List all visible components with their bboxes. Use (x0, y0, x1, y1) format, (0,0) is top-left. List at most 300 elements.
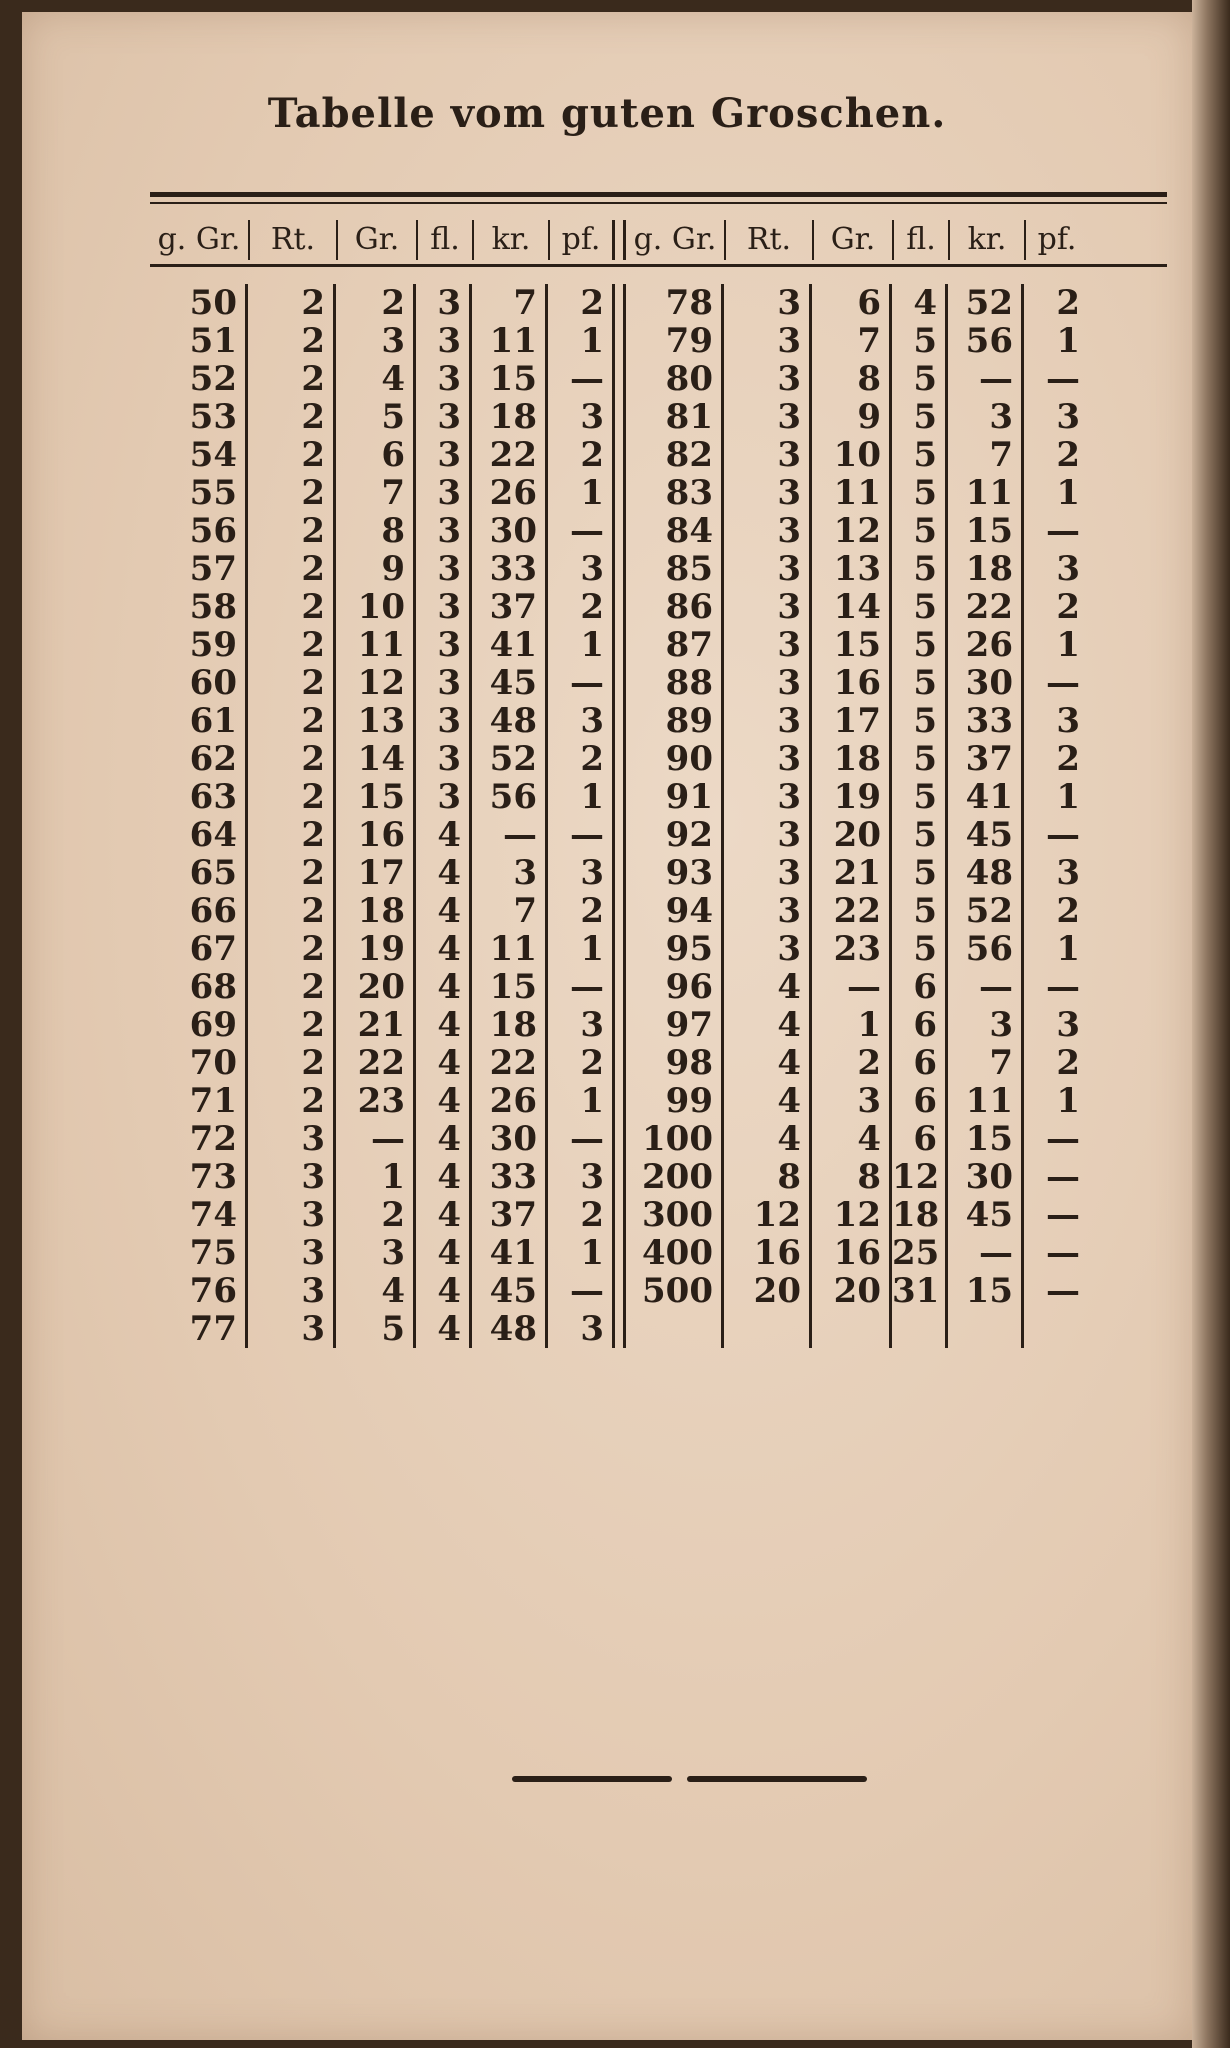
cell-gute-groschen: 4 (381, 359, 405, 399)
cell-groschen: 65 (189, 853, 237, 893)
cell-pfennig: 1 (1056, 473, 1080, 513)
cell-pfennig: 3 (580, 701, 604, 741)
cell-groschen: 86 (665, 587, 713, 627)
cell-gute-groschen: 11 (357, 625, 405, 665)
cell-kreuzer: 41 (965, 777, 1013, 817)
cell-pfennig: 1 (1056, 1081, 1080, 1121)
cell-reichstaler: 2 (301, 929, 325, 969)
cell-reichstaler: 2 (301, 701, 325, 741)
cell-gute-groschen: 10 (357, 587, 405, 627)
cell-reichstaler: 20 (753, 1271, 801, 1311)
cell-groschen: 72 (189, 1119, 237, 1159)
cell-gulden: 3 (437, 283, 461, 323)
table-header (150, 220, 1088, 260)
cell-groschen: 80 (665, 359, 713, 399)
cell-pfennig: — (1046, 1195, 1080, 1235)
cell-gute-groschen: 7 (857, 321, 881, 361)
cell-gute-groschen: 1 (381, 1157, 405, 1197)
cell-pfennig: 1 (1056, 625, 1080, 665)
cell-groschen: 82 (665, 435, 713, 475)
cell-gulden: 4 (437, 929, 461, 969)
cell-gulden: 3 (437, 549, 461, 589)
cell-gulden: 4 (437, 1233, 461, 1273)
cell-gute-groschen: — (847, 967, 881, 1007)
cell-reichstaler: 2 (301, 739, 325, 779)
cell-pfennig: 3 (580, 1309, 604, 1349)
cell-gute-groschen: 18 (357, 891, 405, 931)
cell-kreuzer: 15 (489, 967, 537, 1007)
cell-gute-groschen: 8 (381, 511, 405, 551)
cell-gute-groschen: 15 (357, 777, 405, 817)
cell-pfennig: — (1046, 1119, 1080, 1159)
cell-groschen: 81 (665, 397, 713, 437)
cell-gute-groschen: 21 (833, 853, 881, 893)
cell-gulden: 4 (437, 1271, 461, 1311)
cell-reichstaler: 2 (301, 549, 325, 589)
column-pfennig-left (548, 284, 612, 1348)
header-kreuzer-right: kr. (948, 220, 1024, 260)
cell-kreuzer: 56 (965, 929, 1013, 969)
cell-gute-groschen: 18 (833, 739, 881, 779)
cell-gulden: 5 (913, 739, 937, 779)
cell-groschen: 50 (189, 283, 237, 323)
header-gulden-left: fl. (416, 220, 472, 260)
cell-gulden: 3 (437, 359, 461, 399)
cell-pfennig: 3 (580, 1005, 604, 1045)
column-kreuzer-right (948, 284, 1024, 1348)
cell-kreuzer: 45 (489, 663, 537, 703)
cell-gulden: 5 (913, 359, 937, 399)
ornament-rule-right (687, 1776, 867, 1782)
cell-gute-groschen: 23 (833, 929, 881, 969)
cell-reichstaler: 3 (777, 929, 801, 969)
cell-gute-groschen: 7 (381, 473, 405, 513)
cell-reichstaler: 3 (777, 587, 801, 627)
cell-groschen: 85 (665, 549, 713, 589)
cell-gulden: 3 (437, 701, 461, 741)
header-gute-groschen-right: Gr. (812, 220, 892, 260)
cell-groschen: 68 (189, 967, 237, 1007)
cell-gute-groschen: 16 (833, 1233, 881, 1273)
cell-groschen: 96 (665, 967, 713, 1007)
cell-gulden: 6 (913, 1119, 937, 1159)
cell-gulden: 5 (913, 435, 937, 475)
cell-pfennig: 1 (1056, 321, 1080, 361)
cell-kreuzer: 48 (489, 701, 537, 741)
cell-pfennig: — (1046, 1271, 1080, 1311)
cell-gulden: 12 (892, 1157, 940, 1197)
cell-gute-groschen: 6 (381, 435, 405, 475)
cell-gulden: 5 (913, 663, 937, 703)
column-groschen-left (150, 284, 248, 1348)
cell-reichstaler: 2 (301, 625, 325, 665)
cell-kreuzer: 7 (513, 283, 537, 323)
cell-gute-groschen: 4 (381, 1271, 405, 1311)
cell-gulden: 5 (913, 891, 937, 931)
ornament-rule-left (512, 1776, 672, 1782)
cell-reichstaler: 4 (777, 1043, 801, 1083)
cell-groschen: 79 (665, 321, 713, 361)
cell-pfennig: 2 (580, 739, 604, 779)
cell-gulden: 6 (913, 1081, 937, 1121)
cell-pfennig: 2 (1056, 739, 1080, 779)
cell-gute-groschen: 23 (357, 1081, 405, 1121)
cell-pfennig: 3 (1056, 701, 1080, 741)
half-separator (612, 284, 626, 1348)
cell-pfennig: 2 (1056, 587, 1080, 627)
cell-pfennig: — (1046, 815, 1080, 855)
cell-groschen: 95 (665, 929, 713, 969)
cell-groschen: 75 (189, 1233, 237, 1273)
cell-reichstaler: 3 (777, 853, 801, 893)
cell-groschen: 67 (189, 929, 237, 969)
cell-gute-groschen: 2 (381, 283, 405, 323)
cell-gute-groschen: 12 (833, 511, 881, 551)
cell-kreuzer: 18 (489, 397, 537, 437)
cell-pfennig: — (570, 1119, 604, 1159)
cell-reichstaler: 2 (301, 815, 325, 855)
cell-gute-groschen: 2 (857, 1043, 881, 1083)
cell-gute-groschen: — (371, 1119, 405, 1159)
cell-gute-groschen: 9 (857, 397, 881, 437)
cell-gulden: 18 (892, 1195, 940, 1235)
header-pfennig-right: pf. (1024, 220, 1088, 260)
cell-pfennig: 2 (580, 587, 604, 627)
cell-pfennig: 3 (580, 549, 604, 589)
document-page (22, 12, 1192, 2040)
column-gulden-left (416, 284, 472, 1348)
cell-kreuzer: 33 (965, 701, 1013, 741)
cell-reichstaler: 2 (301, 1081, 325, 1121)
cell-reichstaler: 3 (777, 815, 801, 855)
cell-kreuzer: 52 (965, 283, 1013, 323)
cell-gulden: 4 (437, 1043, 461, 1083)
cell-pfennig: 1 (580, 473, 604, 513)
cell-pfennig: 3 (580, 853, 604, 893)
cell-reichstaler: 4 (777, 1081, 801, 1121)
cell-kreuzer: 15 (965, 1119, 1013, 1159)
cell-reichstaler: 2 (301, 359, 325, 399)
cell-pfennig: 1 (1056, 777, 1080, 817)
cell-kreuzer: 22 (965, 587, 1013, 627)
cell-kreuzer: 37 (489, 1195, 537, 1235)
cell-reichstaler: 4 (777, 1119, 801, 1159)
cell-groschen: 66 (189, 891, 237, 931)
cell-gute-groschen: 16 (833, 663, 881, 703)
cell-kreuzer: 7 (513, 891, 537, 931)
cell-pfennig: 1 (580, 625, 604, 665)
cell-reichstaler: 3 (777, 321, 801, 361)
cell-pfennig: 3 (1056, 549, 1080, 589)
cell-reichstaler: 3 (301, 1309, 325, 1349)
cell-kreuzer: — (503, 815, 537, 855)
cell-reichstaler: 8 (777, 1157, 801, 1197)
cell-kreuzer: 11 (489, 929, 537, 969)
cell-groschen: 97 (665, 1005, 713, 1045)
cell-gulden: 3 (437, 625, 461, 665)
cell-gute-groschen: 12 (357, 663, 405, 703)
cell-reichstaler: 3 (777, 891, 801, 931)
cell-gulden: 4 (437, 1005, 461, 1045)
cell-pfennig: — (570, 511, 604, 551)
cell-pfennig: — (1046, 967, 1080, 1007)
cell-gulden: 4 (437, 1309, 461, 1349)
cell-reichstaler: 3 (777, 473, 801, 513)
cell-pfennig: 2 (1056, 891, 1080, 931)
column-reichstaler-right (724, 284, 812, 1348)
cell-gute-groschen: 21 (357, 1005, 405, 1045)
cell-gulden: 4 (913, 283, 937, 323)
column-kreuzer-left (472, 284, 548, 1348)
cell-pfennig: — (570, 815, 604, 855)
cell-gute-groschen: 19 (357, 929, 405, 969)
cell-groschen: 55 (189, 473, 237, 513)
cell-kreuzer: 15 (489, 359, 537, 399)
cell-pfennig: 2 (580, 1195, 604, 1235)
cell-kreuzer: 52 (489, 739, 537, 779)
cell-groschen: 84 (665, 511, 713, 551)
cell-gulden: 4 (437, 815, 461, 855)
cell-pfennig: — (1046, 511, 1080, 551)
cell-kreuzer: 11 (965, 473, 1013, 513)
cell-groschen: 56 (189, 511, 237, 551)
cell-kreuzer: 37 (489, 587, 537, 627)
header-gulden-right: fl. (892, 220, 948, 260)
cell-reichstaler: 3 (301, 1119, 325, 1159)
cell-groschen: 63 (189, 777, 237, 817)
cell-reichstaler: 2 (301, 397, 325, 437)
cell-gute-groschen: 11 (833, 473, 881, 513)
cell-gulden: 5 (913, 473, 937, 513)
cell-gulden: 5 (913, 625, 937, 665)
cell-gulden: 6 (913, 1005, 937, 1045)
cell-pfennig: — (570, 1271, 604, 1311)
cell-groschen: 61 (189, 701, 237, 741)
header-reichstaler-left: Rt. (248, 220, 336, 260)
cell-gute-groschen: 9 (381, 549, 405, 589)
cell-kreuzer: 18 (489, 1005, 537, 1045)
cell-gute-groschen: 14 (833, 587, 881, 627)
cell-pfennig: — (570, 359, 604, 399)
cell-gute-groschen: 5 (381, 397, 405, 437)
cell-pfennig: 1 (580, 321, 604, 361)
cell-kreuzer: 56 (489, 777, 537, 817)
cell-kreuzer: — (979, 967, 1013, 1007)
cell-reichstaler: 3 (777, 397, 801, 437)
cell-groschen: 100 (642, 1119, 713, 1159)
cell-gute-groschen: 1 (857, 1005, 881, 1045)
cell-kreuzer: 48 (489, 1309, 537, 1349)
cell-gute-groschen: 22 (833, 891, 881, 931)
cell-groschen: 83 (665, 473, 713, 513)
cell-kreuzer: 30 (489, 511, 537, 551)
cell-reichstaler: 3 (777, 625, 801, 665)
cell-groschen: 74 (189, 1195, 237, 1235)
cell-kreuzer: 30 (489, 1119, 537, 1159)
cell-kreuzer: 3 (513, 853, 537, 893)
cell-reichstaler: 2 (301, 1043, 325, 1083)
cell-groschen: 92 (665, 815, 713, 855)
cell-groschen: 62 (189, 739, 237, 779)
cell-kreuzer: 30 (965, 663, 1013, 703)
cell-pfennig: — (570, 967, 604, 1007)
cell-groschen: 400 (642, 1233, 713, 1273)
top-rule (150, 192, 1167, 197)
cell-pfennig: — (1046, 1157, 1080, 1197)
cell-groschen: 64 (189, 815, 237, 855)
cell-gulden: 4 (437, 853, 461, 893)
table-body (150, 284, 1088, 1348)
cell-gulden: 5 (913, 587, 937, 627)
column-gute-groschen-left (336, 284, 416, 1348)
cell-pfennig: — (570, 663, 604, 703)
cell-gulden: 3 (437, 397, 461, 437)
cell-gulden: 4 (437, 1081, 461, 1121)
cell-gute-groschen: 3 (857, 1081, 881, 1121)
cell-pfennig: 2 (580, 435, 604, 475)
cell-reichstaler: 2 (301, 587, 325, 627)
cell-groschen: 58 (189, 587, 237, 627)
cell-gulden: 4 (437, 891, 461, 931)
cell-gute-groschen: 17 (357, 853, 405, 893)
cell-pfennig: 1 (580, 929, 604, 969)
cell-gulden: 3 (437, 777, 461, 817)
column-groschen-right (626, 284, 724, 1348)
cell-groschen: 89 (665, 701, 713, 741)
column-reichstaler-left (248, 284, 336, 1348)
cell-groschen: 51 (189, 321, 237, 361)
cell-gulden: 3 (437, 511, 461, 551)
cell-gulden: 25 (892, 1233, 940, 1273)
cell-reichstaler: 16 (753, 1233, 801, 1273)
cell-pfennig: — (1046, 1233, 1080, 1273)
cell-gute-groschen: 10 (833, 435, 881, 475)
cell-pfennig: 2 (580, 1043, 604, 1083)
cell-groschen: 90 (665, 739, 713, 779)
cell-reichstaler: 2 (301, 435, 325, 475)
cell-pfennig: 2 (1056, 435, 1080, 475)
cell-groschen: 300 (642, 1195, 713, 1235)
cell-kreuzer: — (979, 1233, 1013, 1273)
cell-groschen: 77 (189, 1309, 237, 1349)
half-separator (612, 220, 626, 260)
cell-gute-groschen: 20 (357, 967, 405, 1007)
cell-kreuzer: 33 (489, 549, 537, 589)
cell-groschen: 91 (665, 777, 713, 817)
cell-kreuzer: 7 (989, 1043, 1013, 1083)
cell-reichstaler: 2 (301, 283, 325, 323)
cell-gulden: 5 (913, 701, 937, 741)
cell-reichstaler: 2 (301, 473, 325, 513)
cell-pfennig: 1 (1056, 929, 1080, 969)
cell-reichstaler: 3 (777, 701, 801, 741)
cell-groschen: 94 (665, 891, 713, 931)
cell-pfennig: 1 (580, 777, 604, 817)
cell-gulden: 3 (437, 473, 461, 513)
cell-gute-groschen: 13 (833, 549, 881, 589)
cell-gulden: 31 (892, 1271, 940, 1311)
cell-pfennig: 2 (580, 283, 604, 323)
cell-gute-groschen: 8 (857, 1157, 881, 1197)
cell-pfennig: 1 (580, 1081, 604, 1121)
cell-reichstaler: 2 (301, 891, 325, 931)
cell-gute-groschen: 4 (857, 1119, 881, 1159)
cell-reichstaler: 3 (777, 511, 801, 551)
cell-groschen: 93 (665, 853, 713, 893)
cell-groschen: 88 (665, 663, 713, 703)
cell-reichstaler: 2 (301, 1005, 325, 1045)
cell-kreuzer: 52 (965, 891, 1013, 931)
cell-reichstaler: 3 (301, 1233, 325, 1273)
cell-pfennig: 3 (1056, 853, 1080, 893)
cell-kreuzer: 11 (489, 321, 537, 361)
cell-groschen: 78 (665, 283, 713, 323)
cell-gulden: 3 (437, 321, 461, 361)
cell-reichstaler: 2 (301, 663, 325, 703)
cell-gute-groschen: 20 (833, 815, 881, 855)
cell-gulden: 5 (913, 777, 937, 817)
cell-kreuzer: 7 (989, 435, 1013, 475)
cell-groschen: 99 (665, 1081, 713, 1121)
cell-pfennig: 3 (1056, 397, 1080, 437)
cell-reichstaler: 2 (301, 853, 325, 893)
cell-gute-groschen: 8 (857, 359, 881, 399)
cell-gulden: 3 (437, 587, 461, 627)
cell-kreuzer: 37 (965, 739, 1013, 779)
cell-reichstaler: 3 (777, 663, 801, 703)
cell-kreuzer: 41 (489, 1233, 537, 1273)
cell-kreuzer: 45 (965, 1195, 1013, 1235)
header-groschen-right: g. Gr. (633, 222, 717, 257)
cell-groschen: 500 (642, 1271, 713, 1311)
cell-gute-groschen: 14 (357, 739, 405, 779)
cell-gute-groschen: 6 (857, 283, 881, 323)
cell-kreuzer: 33 (489, 1157, 537, 1197)
cell-kreuzer: 3 (989, 397, 1013, 437)
cell-pfennig: 3 (1056, 1005, 1080, 1045)
cell-reichstaler: 3 (777, 435, 801, 475)
cell-gute-groschen: 12 (833, 1195, 881, 1235)
cell-pfennig: 2 (1056, 1043, 1080, 1083)
cell-reichstaler: 3 (777, 739, 801, 779)
cell-pfennig: — (1046, 359, 1080, 399)
cell-kreuzer: 22 (489, 1043, 537, 1083)
column-pfennig-right (1024, 284, 1088, 1348)
top-rule-thin (150, 202, 1167, 204)
cell-groschen: 71 (189, 1081, 237, 1121)
header-bottom-rule (150, 264, 1167, 267)
cell-pfennig: — (1046, 663, 1080, 703)
cell-kreuzer: 15 (965, 1271, 1013, 1311)
cell-groschen: 73 (189, 1157, 237, 1197)
cell-kreuzer: 48 (965, 853, 1013, 893)
cell-gute-groschen: 3 (381, 1233, 405, 1273)
cell-gute-groschen: 13 (357, 701, 405, 741)
header-groschen-left: g. Gr. (157, 222, 241, 257)
cell-kreuzer: 11 (965, 1081, 1013, 1121)
cell-gulden: 4 (437, 1195, 461, 1235)
cell-groschen: 70 (189, 1043, 237, 1083)
cell-groschen: 200 (642, 1157, 713, 1197)
cell-groschen: 60 (189, 663, 237, 703)
header-gute-groschen-left: Gr. (336, 220, 416, 260)
cell-gulden: 5 (913, 511, 937, 551)
cell-groschen: 52 (189, 359, 237, 399)
cell-groschen: 76 (189, 1271, 237, 1311)
cell-gute-groschen: 5 (381, 1309, 405, 1349)
cell-groschen: 87 (665, 625, 713, 665)
cell-kreuzer: 26 (489, 1081, 537, 1121)
